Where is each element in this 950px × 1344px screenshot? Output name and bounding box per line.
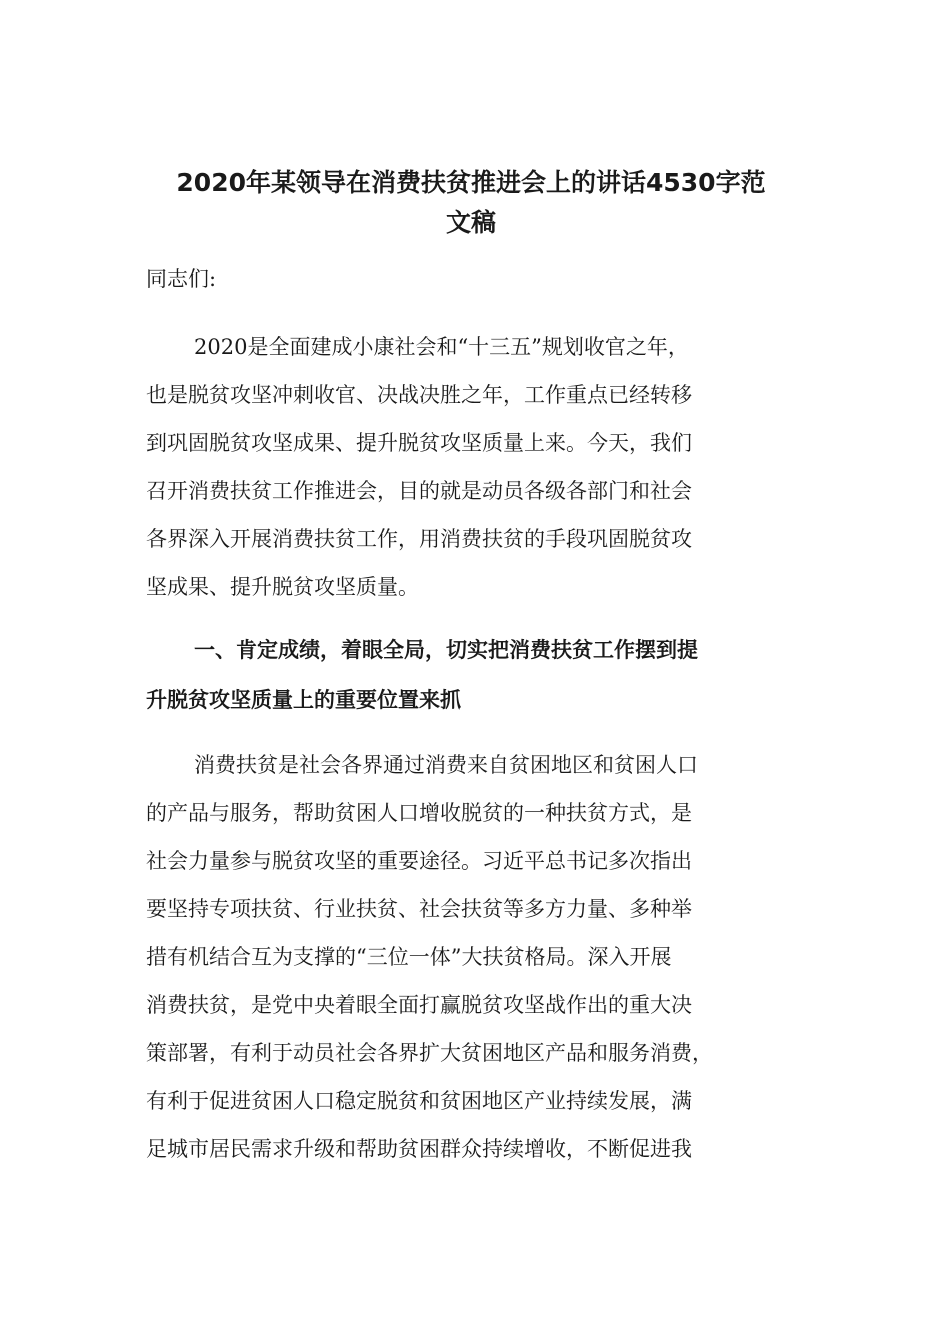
- heading-line: 升脱贫攻坚质量上的重要位置来抓: [146, 688, 461, 712]
- document-title: [146, 165, 796, 241]
- text-line: 有利于促进贫困人口稳定脱贫和贫困地区产业持续发展，满: [146, 1089, 692, 1113]
- text-line: 各界深入开展消费扶贫工作，用消费扶贫的手段巩固脱贫攻: [146, 527, 692, 551]
- text-line: 要坚持专项扶贫、行业扶贫、社会扶贫等多方力量、多种举: [146, 897, 692, 921]
- salutation: 同志们:: [146, 267, 217, 291]
- text-line: 消费扶贫，是党中央着眼全面打赢脱贫攻坚战作出的重大决: [146, 993, 692, 1017]
- paragraph-1: [146, 323, 796, 611]
- text-line: 到巩固脱贫攻坚成果、提升脱贫攻坚质量上来。今天，我们: [146, 431, 692, 455]
- text-line: 召开消费扶贫工作推进会，目的就是动员各级各部门和社会: [146, 479, 692, 503]
- text-line: 的产品与服务，帮助贫困人口增收脱贫的一种扶贫方式，是: [146, 801, 692, 825]
- text-line: 社会力量参与脱贫攻坚的重要途径。习近平总书记多次指出: [146, 849, 692, 873]
- text-line: 2020是全面建成小康社会和“十三五”规划收官之年，: [194, 335, 689, 359]
- text-line: 消费扶贫是社会各界通过消费来自贫困地区和贫困人口: [194, 753, 698, 777]
- text-line: 足城市居民需求升级和帮助贫困群众持续增收，不断促进我: [146, 1137, 692, 1161]
- section-heading-1: [146, 625, 796, 725]
- title-line: 文稿: [445, 208, 496, 237]
- document-page: [146, 165, 796, 1173]
- text-line: 也是脱贫攻坚冲刺收官、决战决胜之年，工作重点已经转移: [146, 383, 692, 407]
- text-line: 坚成果、提升脱贫攻坚质量。: [146, 575, 419, 599]
- paragraph-2: [146, 741, 796, 1173]
- text-line: 策部署，有利于动员社会各界扩大贫困地区产品和服务消费，: [146, 1041, 713, 1065]
- title-line: 2020年某领导在消费扶贫推进会上的讲话4530字范: [176, 168, 766, 197]
- text-line: 措有机结合互为支撑的“三位一体”大扶贫格局。深入开展: [146, 945, 672, 969]
- heading-line: 一、肯定成绩，着眼全局，切实把消费扶贫工作摆到提: [194, 638, 698, 662]
